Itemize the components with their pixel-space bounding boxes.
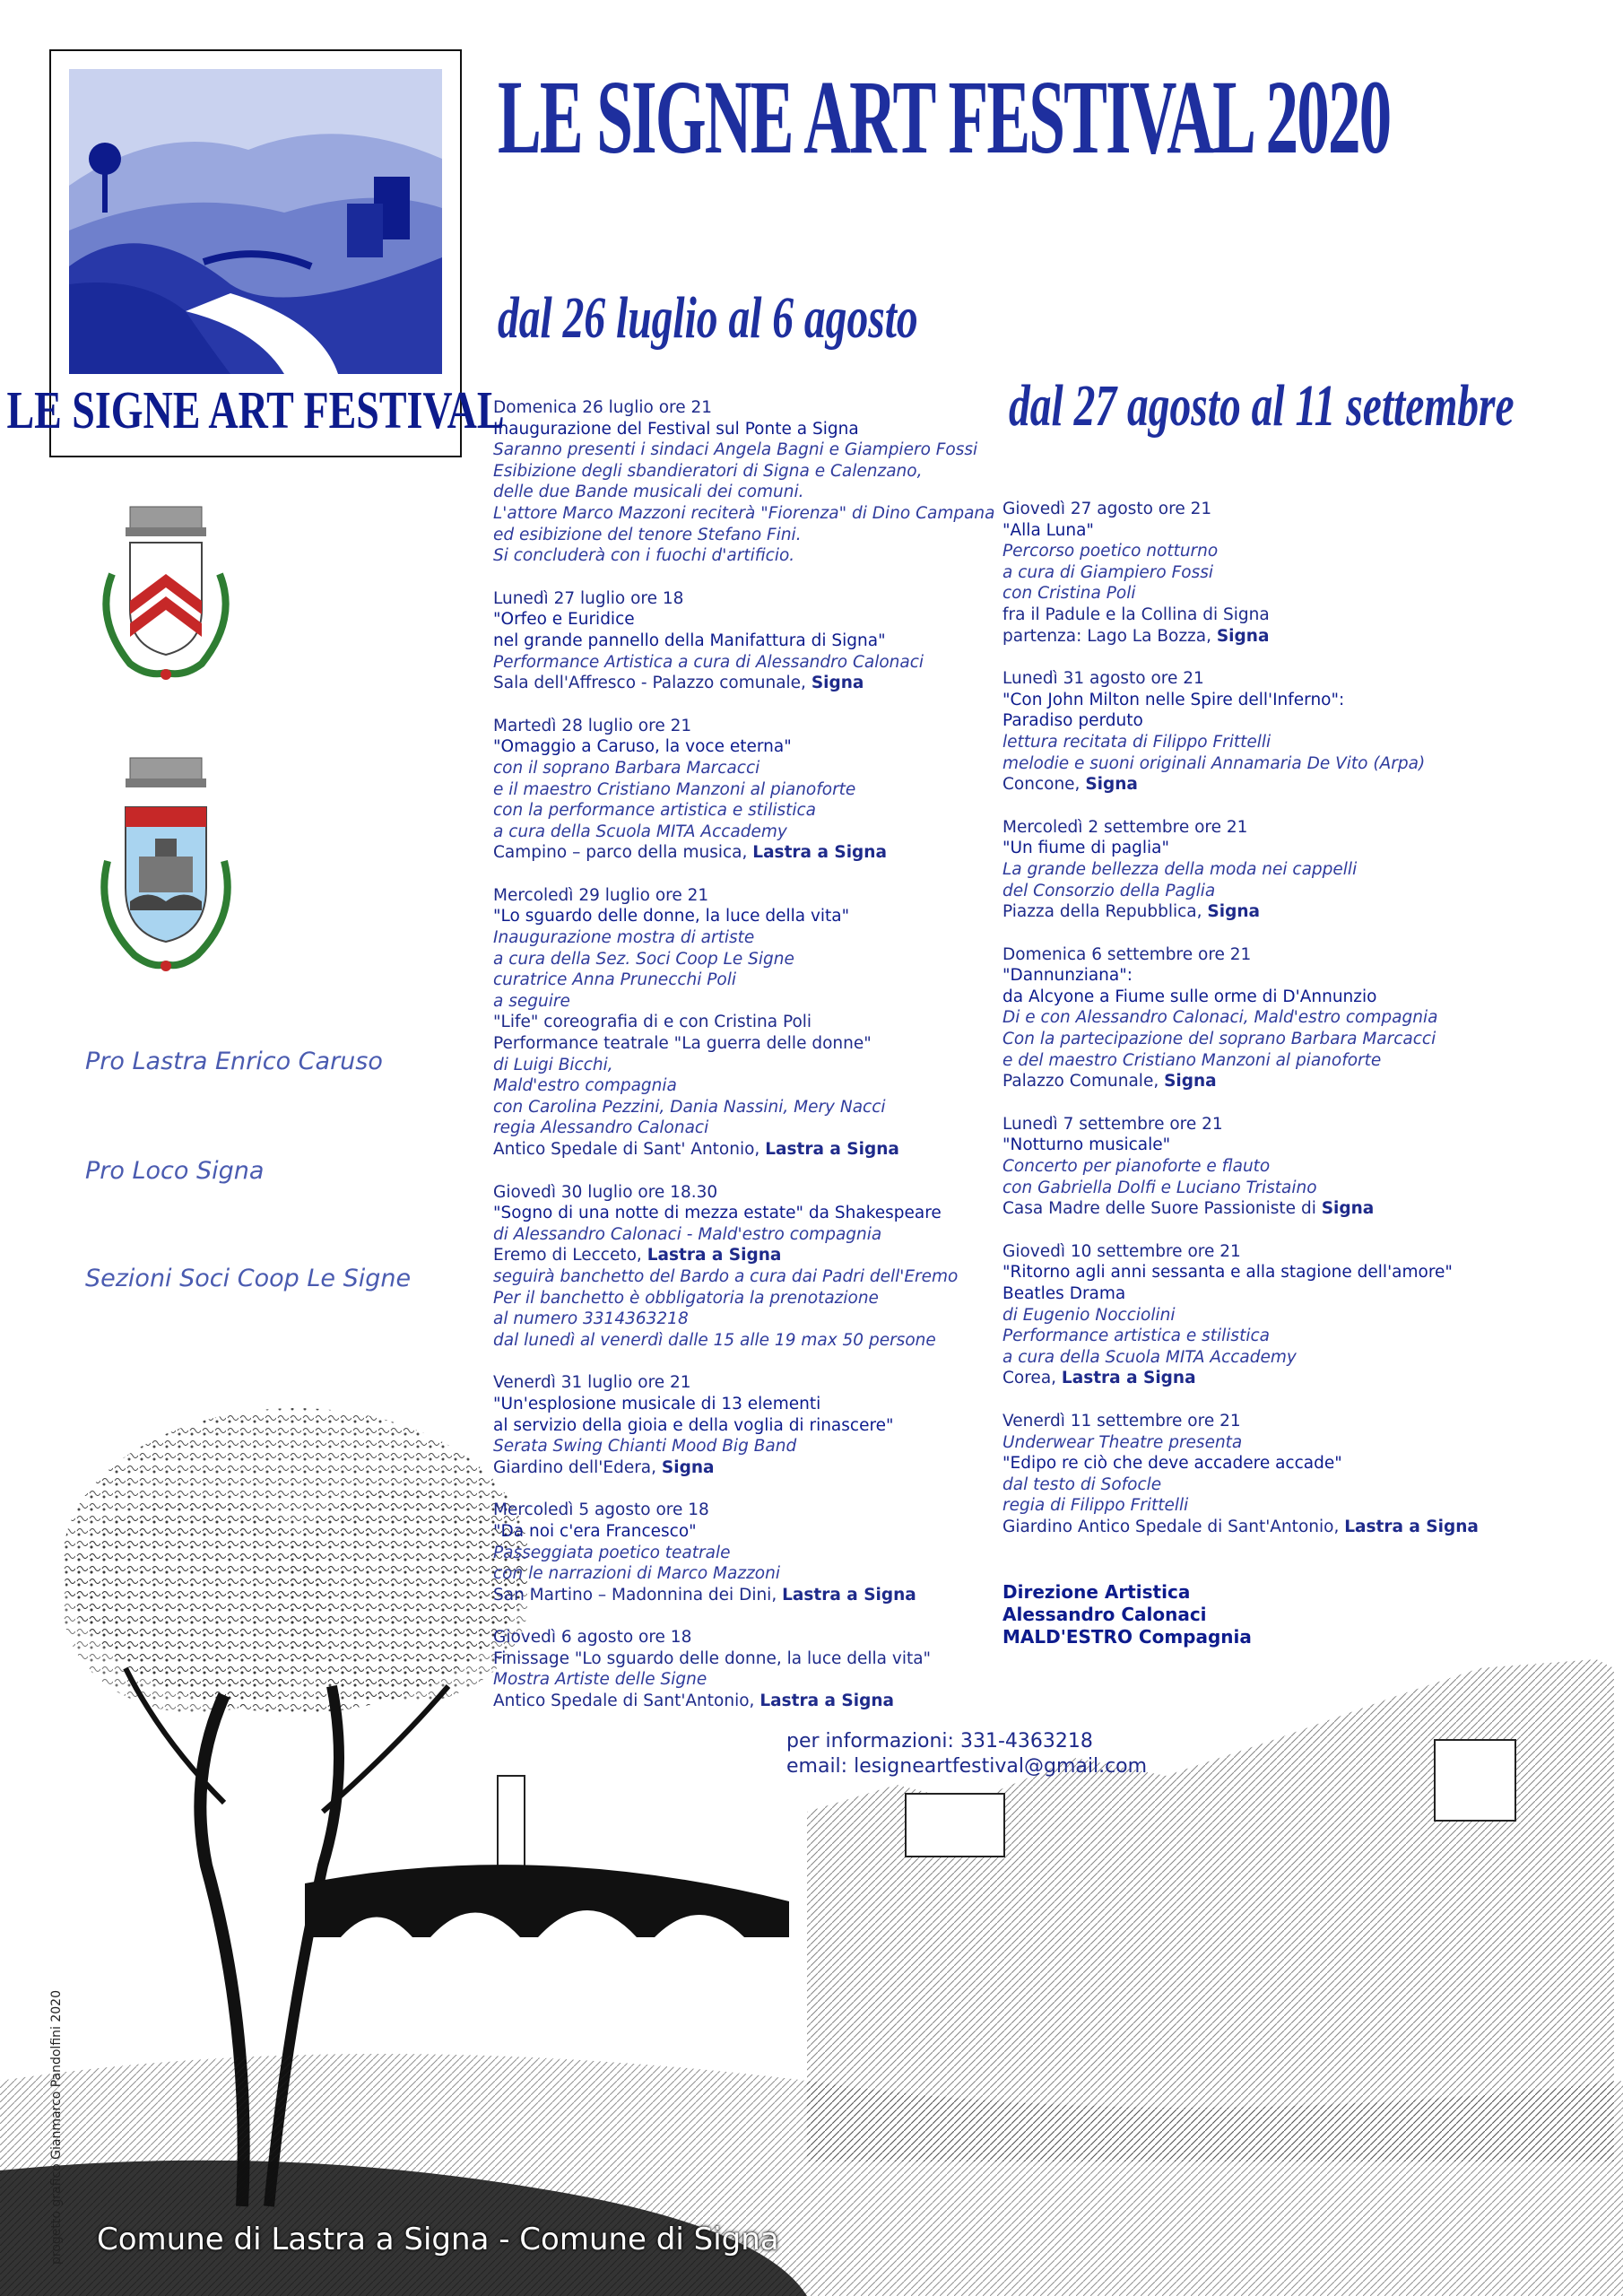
event-title [493, 1521, 995, 1543]
event-text: Eremo di Lecceto, [493, 1246, 647, 1265]
event-item [493, 716, 995, 864]
event-detail [493, 949, 995, 970]
logo-landscape-image [6, 51, 505, 456]
event-item [1002, 1114, 1505, 1220]
event-detail [493, 439, 995, 461]
event-title [1002, 987, 1505, 1008]
event-item [1002, 668, 1505, 796]
date-range-second: dal 27 agosto al 11 settembre [1009, 373, 1515, 439]
event-text: Si concluderà con i fuochi d'artificio. [493, 546, 795, 566]
event-text: e il maestro Cristiano Manzoni al pianoforte [493, 779, 856, 799]
event-date [1002, 1411, 1505, 1432]
event-title [1002, 838, 1505, 859]
event-item [1002, 944, 1505, 1092]
event-text: "Notturno musicale" [1002, 1135, 1171, 1155]
event-text: regia di Filippo Frittelli [1002, 1496, 1189, 1516]
event-text: Mercoledì 2 settembre ore 21 [1002, 817, 1248, 837]
event-text: Domenica 6 settembre ore 21 [1002, 944, 1252, 964]
event-item [1002, 1241, 1505, 1389]
event-text: "Orfeo e Euridice [493, 610, 635, 630]
event-text: Giovedì 30 luglio ore 18.30 [493, 1182, 718, 1202]
event-date [1002, 944, 1505, 966]
event-text: Domenica 26 luglio ore 21 [493, 398, 713, 417]
event-detail [493, 461, 995, 483]
event-text: con Carolina Pezzini, Dania Nassini, Mery Nacci [493, 1097, 886, 1117]
event-detail [493, 779, 995, 801]
event-detail [1002, 1347, 1505, 1369]
event-text: e del maestro Cristiano Manzoni al pianoforte [1002, 1050, 1382, 1070]
event-text: lettura recitata di Filippo Frittelli [1002, 732, 1271, 752]
event-detail [1002, 1432, 1505, 1454]
event-date [493, 716, 995, 737]
sponsor-pro-loco-signa: Pro Loco Signa [85, 1157, 265, 1185]
event-detail [1002, 1305, 1505, 1326]
event-date [493, 1182, 995, 1204]
event-text: a seguire [493, 991, 570, 1011]
event-item [493, 885, 995, 1161]
event-location-town: Lastra a Signa [1061, 1369, 1196, 1388]
event-text: Finissage "Lo sguardo delle donne, la luce della vita" [493, 1648, 932, 1668]
event-text: del Consorzio della Paglia [1002, 881, 1216, 900]
event-text: Performance artistica e stilistica [1002, 1326, 1270, 1346]
info-email[interactable]: email: lesigneartfestival@gmail.com [786, 1755, 1148, 1778]
event-text: Mercoledì 5 agosto ore 18 [493, 1500, 709, 1520]
event-item [1002, 499, 1505, 647]
event-title [493, 1203, 995, 1224]
event-text: Piazza della Repubblica, [1002, 902, 1208, 922]
event-detail [493, 970, 995, 991]
crest-lastra-a-signa [76, 502, 256, 709]
event-date [1002, 668, 1505, 690]
event-detail [493, 1691, 995, 1712]
event-detail [1002, 1368, 1505, 1389]
event-detail [1002, 1198, 1505, 1220]
event-text: "Dannunziana": [1002, 966, 1133, 986]
event-text: Corea, [1002, 1369, 1062, 1388]
event-detail [1002, 1495, 1505, 1517]
event-text: Mald'estro compagnia [493, 1076, 677, 1096]
design-credit: progetto grafico Gianmarco Pandolfini 2020 [49, 1990, 64, 2265]
event-title [1002, 1135, 1505, 1156]
event-text: Mostra Artiste delle Signe [493, 1670, 707, 1690]
event-text: dal testo di Sofocle [1002, 1474, 1162, 1494]
event-detail [493, 1224, 995, 1246]
event-text: a cura della Scuola MITA Accademy [1002, 1347, 1297, 1367]
event-text: Saranno presenti i sindaci Angela Bagni e Giampiero Fossi [493, 440, 978, 460]
event-text: "Sogno di una notte di mezza estate" da Shakespeare [493, 1204, 942, 1223]
festival-title: LE SIGNE ART FESTIVAL 2020 [498, 58, 1391, 176]
event-text: con Gabriella Dolfi e Luciano Tristaino [1002, 1178, 1317, 1197]
event-detail [493, 927, 995, 949]
event-title [493, 736, 995, 758]
event-detail [493, 1309, 995, 1330]
event-text: Paradiso perduto [1002, 711, 1143, 731]
event-text: da Alcyone a Fiume sulle orme di D'Annunzio [1002, 987, 1377, 1006]
event-title [1002, 1262, 1505, 1283]
event-text: "Life" coreografia di e con Cristina Poli [493, 1013, 812, 1032]
event-text: seguirà banchetto del Bardo a cura dai Padri dell'Eremo [493, 1266, 959, 1286]
event-detail [493, 1436, 995, 1457]
event-detail [493, 1097, 995, 1118]
event-text: La grande bellezza della moda nei cappelli [1002, 859, 1358, 879]
event-location-town: Lastra a Signa [647, 1246, 782, 1265]
event-detail [1002, 626, 1505, 648]
event-detail [1002, 753, 1505, 775]
event-text: "Ritorno agli anni sessanta e alla stagione dell'amore" [1002, 1263, 1453, 1283]
event-detail [1002, 604, 1505, 626]
event-text: con le narrazioni di Marco Mazzoni [493, 1564, 780, 1584]
event-text: Underwear Theatre presenta [1002, 1432, 1243, 1452]
event-text: "Con John Milton nelle Spire dell'Inferno": [1002, 690, 1345, 709]
footer-municipalities: Comune di Lastra a Signa - Comune di Signa [97, 2222, 779, 2257]
event-detail [493, 1648, 995, 1670]
event-location-town: Lastra a Signa [752, 843, 887, 863]
event-location-town: Signa [1216, 626, 1270, 646]
event-text: Antico Spedale di Sant' Antonio, [493, 1140, 766, 1159]
event-date [493, 885, 995, 907]
event-detail [493, 758, 995, 779]
event-date [493, 397, 995, 419]
event-text: Lunedì 7 settembre ore 21 [1002, 1114, 1223, 1134]
event-text: Antico Spedale di Sant'Antonio, [493, 1692, 760, 1711]
event-title [493, 419, 995, 440]
event-text: Lunedì 31 agosto ore 21 [1002, 669, 1204, 689]
event-text: "Alla Luna" [1002, 520, 1094, 540]
event-title [1002, 965, 1505, 987]
event-detail [1002, 1156, 1505, 1178]
event-text: dal lunedì al venerdì dalle 15 alle 19 max 50 persone [493, 1330, 936, 1350]
events-column-august-september [1002, 499, 1505, 1560]
event-detail [493, 842, 995, 864]
event-location-town: Signa [1207, 902, 1260, 922]
direction-name: Alessandro Calonaci [1002, 1604, 1207, 1625]
event-text: Sala dell'Affresco - Palazzo comunale, [493, 674, 812, 693]
event-detail [1002, 1071, 1505, 1092]
date-range-first: dal 26 luglio al 6 agosto [498, 285, 918, 351]
event-text: Inaugurazione mostra di artiste [493, 928, 755, 948]
event-location-town: Lastra a Signa [765, 1140, 899, 1159]
contact-info [786, 1729, 1147, 1779]
event-detail [1002, 1050, 1505, 1072]
event-detail [1002, 1007, 1505, 1029]
event-text: "Omaggio a Caruso, la voce eterna" [493, 737, 792, 757]
event-detail [1002, 732, 1505, 753]
event-date [493, 1372, 995, 1394]
event-text: L'attore Marco Mazzoni reciterà "Fiorenza" di Dino Campana [493, 503, 995, 523]
event-text: Mercoledì 29 luglio ore 21 [493, 885, 709, 905]
event-text: Concone, [1002, 775, 1086, 795]
event-item [493, 588, 995, 694]
event-text: a cura della Sez. Soci Coop Le Signe [493, 949, 794, 969]
event-date [1002, 1114, 1505, 1135]
event-text: con Cristina Poli [1002, 584, 1136, 604]
event-item [1002, 1411, 1505, 1538]
event-title [1002, 710, 1505, 732]
event-title [493, 631, 995, 652]
event-text: melodie e suoni originali Annamaria De Vito (Arpa) [1002, 753, 1426, 773]
event-text: al numero 3314363218 [493, 1309, 689, 1329]
event-detail [1002, 1517, 1505, 1538]
crest-signa [76, 753, 256, 960]
event-text: Beatles Drama [1002, 1284, 1126, 1303]
event-location-town: Signa [661, 1457, 715, 1477]
events-column-july-august [493, 397, 995, 1734]
event-text: ed esibizione del tenore Stefano Fini. [493, 525, 802, 544]
event-detail [493, 1118, 995, 1139]
event-item [493, 1182, 995, 1352]
event-text: con il soprano Barbara Marcacci [493, 758, 760, 778]
event-text: con la performance artistica e stilistica [493, 801, 817, 821]
event-text: Concerto per pianoforte e flauto [1002, 1157, 1271, 1177]
event-text: Palazzo Comunale, [1002, 1072, 1165, 1091]
event-date [493, 588, 995, 610]
event-text: Venerdì 11 settembre ore 21 [1002, 1411, 1241, 1431]
event-detail [493, 1266, 995, 1288]
event-detail [493, 673, 995, 694]
event-text: Di e con Alessandro Calonaci, Mald'estro compagnia [1002, 1008, 1438, 1028]
event-text: Con la partecipazione del soprano Barbara Marcacci [1002, 1030, 1436, 1049]
event-text: delle due Bande musicali dei comuni. [493, 483, 804, 502]
event-item [1002, 817, 1505, 923]
event-location-town: Signa [1321, 1199, 1375, 1219]
event-detail [493, 652, 995, 674]
event-text: nel grande pannello della Manifattura di Signa" [493, 631, 886, 650]
event-detail [493, 1075, 995, 1097]
event-title [1002, 690, 1505, 711]
event-detail [1002, 774, 1505, 796]
event-text: Giardino Antico Spedale di Sant'Antonio, [1002, 1517, 1345, 1536]
info-phone: per informazioni: 331-4363218 [786, 1730, 1093, 1752]
sponsor-soci-coop: Sezioni Soci Coop Le Signe [85, 1265, 412, 1292]
event-detail [1002, 881, 1505, 902]
event-text: "Lo sguardo delle donne, la luce della vita" [493, 907, 850, 926]
logo-text: LE SIGNE ART FESTIVAL [6, 379, 505, 440]
event-text: Performance teatrale "La guerra delle donne" [493, 1034, 872, 1054]
event-date [493, 1500, 995, 1521]
event-detail [493, 991, 995, 1013]
event-title [1002, 1283, 1505, 1305]
direction-label: Direzione Artistica [1002, 1581, 1191, 1603]
event-detail [1002, 901, 1505, 923]
sponsor-pro-lastra: Pro Lastra Enrico Caruso [85, 1048, 383, 1075]
event-text: Casa Madre delle Suore Passioniste di [1002, 1199, 1322, 1219]
event-text: Martedì 28 luglio ore 21 [493, 716, 692, 735]
event-detail [1002, 1474, 1505, 1496]
event-detail [493, 525, 995, 546]
event-text: Serata Swing Chianti Mood Big Band [493, 1437, 797, 1457]
event-detail [493, 482, 995, 503]
event-detail [493, 545, 995, 567]
event-text: Giardino dell'Edera, [493, 1457, 662, 1477]
festival-logo [6, 49, 505, 457]
event-text: partenza: Lago La Bozza, [1002, 626, 1217, 646]
event-text: Esibizione degli sbandieratori di Signa e Calenzano, [493, 461, 923, 481]
event-detail [493, 1245, 995, 1266]
event-detail [493, 1669, 995, 1691]
event-detail [493, 1543, 995, 1564]
event-title [493, 906, 995, 927]
event-detail [493, 1330, 995, 1352]
event-detail [1002, 562, 1505, 584]
event-text: San Martino – Madonnina dei Dini, [493, 1585, 783, 1605]
event-text: Percorso poetico notturno [1002, 542, 1219, 561]
event-title [1002, 1453, 1505, 1474]
event-text: "Un fiume di paglia" [1002, 839, 1170, 858]
event-item [493, 1500, 995, 1605]
event-detail [493, 1139, 995, 1161]
event-text: "Da noi c'era Francesco" [493, 1521, 697, 1541]
event-text: Inaugurazione del Festival sul Ponte a Signa [493, 419, 859, 439]
event-location-town: Signa [1085, 775, 1138, 795]
event-date [1002, 817, 1505, 839]
event-title [493, 1415, 995, 1437]
event-text: Lunedì 27 luglio ore 18 [493, 588, 684, 608]
event-detail [493, 822, 995, 843]
artistic-direction [1002, 1581, 1252, 1648]
event-text: di Alessandro Calonaci - Mald'estro compagnia [493, 1224, 882, 1244]
event-detail [493, 503, 995, 525]
event-text: fra il Padule e la Collina di Signa [1002, 604, 1270, 624]
event-detail [493, 1033, 995, 1055]
event-text: Giovedì 6 agosto ore 18 [493, 1628, 692, 1648]
event-detail [1002, 583, 1505, 604]
event-detail [1002, 1029, 1505, 1050]
event-title [493, 609, 995, 631]
event-text: a cura di Giampiero Fossi [1002, 562, 1213, 582]
event-text: di Luigi Bicchi, [493, 1055, 613, 1074]
event-title [493, 1394, 995, 1415]
event-detail [1002, 1326, 1505, 1347]
event-detail [493, 1585, 995, 1606]
event-detail [1002, 859, 1505, 881]
event-date [1002, 499, 1505, 520]
event-text: di Eugenio Nocciolini [1002, 1305, 1176, 1325]
event-detail [493, 1288, 995, 1309]
event-item [493, 1627, 995, 1711]
event-text: a cura della Scuola MITA Accademy [493, 822, 787, 841]
event-detail [493, 1457, 995, 1479]
event-detail [493, 1012, 995, 1033]
event-detail [493, 800, 995, 822]
event-detail [493, 1055, 995, 1076]
event-detail [1002, 1178, 1505, 1199]
event-text: Giovedì 27 agosto ore 21 [1002, 500, 1212, 518]
event-text: "Edipo re ciò che deve accadere accade" [1002, 1454, 1342, 1474]
event-detail [493, 1563, 995, 1585]
event-text: "Un'esplosione musicale di 13 elementi [493, 1394, 821, 1413]
event-text: curatrice Anna Prunecchi Poli [493, 970, 737, 990]
event-text: Passeggiata poetico teatrale [493, 1543, 731, 1562]
crest-icon [76, 502, 256, 709]
event-text: Giovedì 10 settembre ore 21 [1002, 1241, 1241, 1261]
event-text: Venerdì 31 luglio ore 21 [493, 1373, 691, 1393]
event-text: Performance Artistica a cura di Alessandro Calonaci [493, 652, 924, 672]
event-detail [1002, 541, 1505, 562]
event-item [493, 397, 995, 567]
event-date [1002, 1241, 1505, 1263]
event-location-town: Signa [811, 674, 864, 693]
event-text: Per il banchetto è obbligatoria la prenotazione [493, 1288, 879, 1308]
event-item [493, 1372, 995, 1478]
crest-icon [76, 753, 256, 987]
event-location-town: Lastra a Signa [782, 1585, 916, 1605]
event-text: Campino – parco della musica, [493, 843, 753, 863]
event-text: regia Alessandro Calonaci [493, 1118, 709, 1138]
event-location-town: Lastra a Signa [759, 1692, 894, 1711]
event-date [493, 1627, 995, 1648]
direction-company: MALD'ESTRO Compagnia [1002, 1626, 1252, 1648]
event-title [1002, 520, 1505, 542]
event-text: al servizio della gioia e della voglia di rinascere" [493, 1415, 894, 1435]
event-location-town: Lastra a Signa [1344, 1517, 1479, 1536]
event-location-town: Signa [1164, 1072, 1217, 1091]
